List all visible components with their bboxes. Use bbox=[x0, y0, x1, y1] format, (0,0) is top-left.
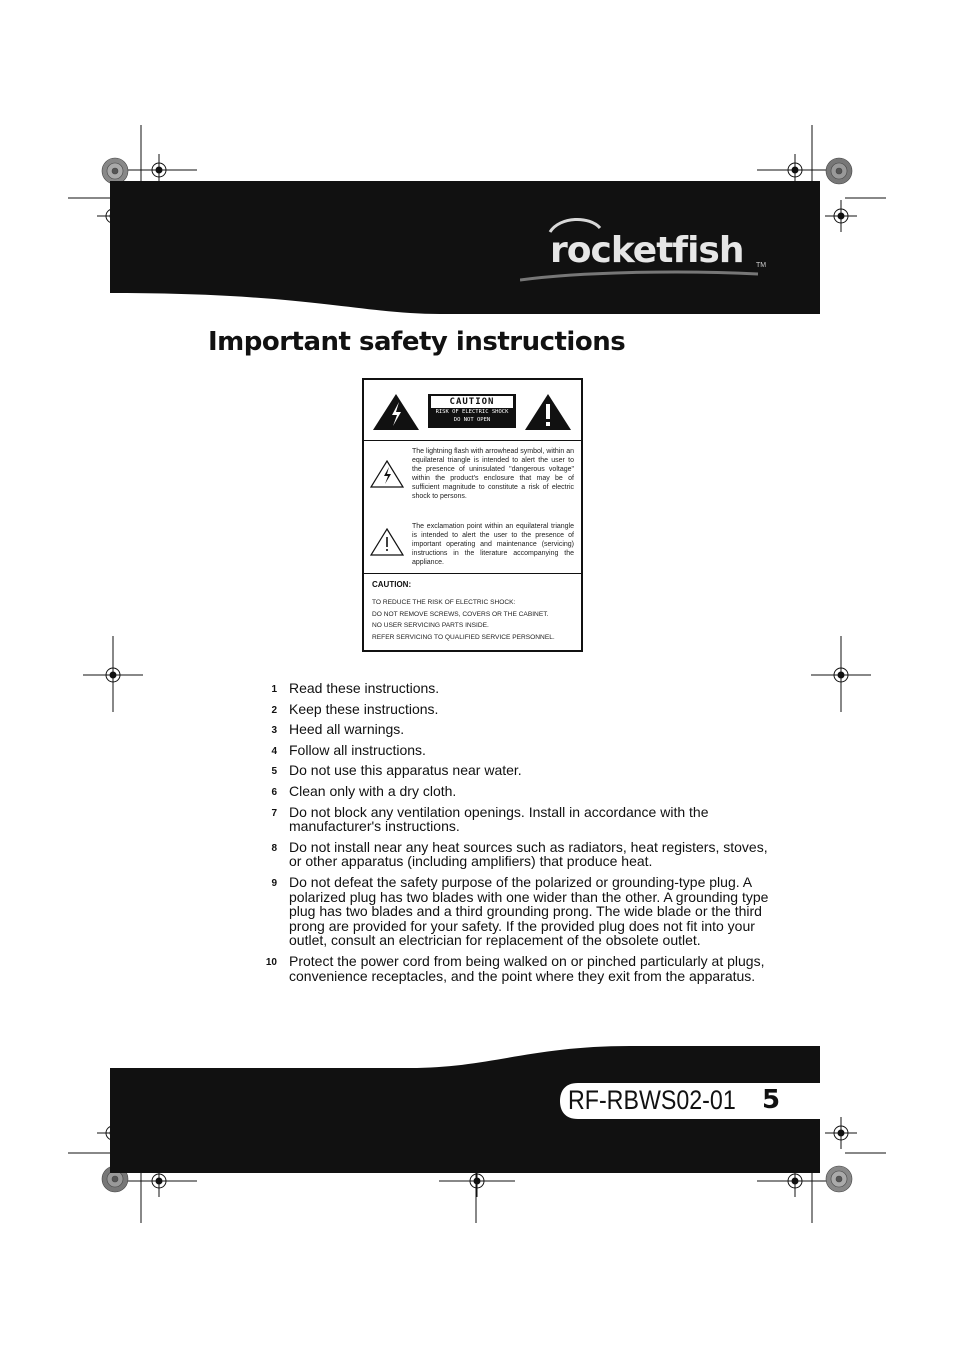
caution-notice bbox=[364, 574, 581, 650]
list-item bbox=[258, 722, 778, 737]
lightning-outline-icon bbox=[370, 460, 404, 488]
caution-line-2: DO NOT REMOVE SCREWS, COVERS OR THE CABINET. bbox=[372, 611, 549, 618]
logo-trademark: TM bbox=[756, 262, 767, 269]
item-text: Keep these instructions. bbox=[289, 700, 439, 717]
item-text: Clean only with a dry cloth. bbox=[289, 782, 457, 799]
label-caution-word: CAUTION bbox=[431, 396, 513, 408]
label-risk-line: RISK OF ELECTRIC SHOCK bbox=[435, 409, 509, 415]
item-number: 7 bbox=[271, 807, 277, 819]
item-text: Do not block any ventilation openings. Install in accordance with the manufacturer's instructions. bbox=[289, 803, 709, 835]
caution-line-4: REFER SERVICING TO QUALIFIED SERVICE PERSONNEL. bbox=[372, 634, 555, 641]
model-number: RF-RBWS02-01 bbox=[568, 1085, 736, 1115]
item-number: 2 bbox=[271, 704, 277, 716]
page-number: 5 bbox=[762, 1085, 781, 1115]
item-number: 1 bbox=[271, 684, 277, 695]
list-item bbox=[258, 805, 778, 834]
exclamation-warning-icon bbox=[524, 393, 572, 431]
item-number: 4 bbox=[271, 745, 277, 757]
item-number: 10 bbox=[265, 956, 277, 968]
list-item bbox=[258, 702, 778, 717]
list-item bbox=[258, 743, 778, 758]
caution-box bbox=[362, 378, 583, 652]
caution-line-1: TO REDUCE THE RISK OF ELECTRIC SHOCK: bbox=[372, 599, 516, 606]
caution-heading: CAUTION: bbox=[372, 580, 412, 589]
item-text: Heed all warnings. bbox=[289, 721, 405, 738]
logo-text: rocketfish bbox=[550, 230, 744, 271]
item-number: 6 bbox=[271, 786, 277, 798]
item-text: Do not defeat the safety purpose of the polarized or grounding-type plug. A polarized plug has two blades with one wider than the other. A grounding type plug has two blades and a third grounding prong. The wide blade or the third prong are provided for your safety. If the provided plug does not fit into your outlet, consult an electrician for replacement of the obsolete outlet. bbox=[289, 873, 769, 949]
item-text: Follow all instructions. bbox=[289, 741, 426, 758]
caution-label bbox=[428, 394, 516, 428]
page-title: Important safety instructions bbox=[208, 327, 626, 357]
item-text: Protect the power cord from being walked on or pinched particularly at plugs, convenience receptacles, and the point where they exit from the apparatus. bbox=[289, 952, 765, 984]
item-text: Read these instructions. bbox=[289, 680, 440, 696]
caution-box-header bbox=[364, 380, 581, 441]
label-open-line: DO NOT OPEN bbox=[453, 417, 491, 423]
item-text: Do not use this apparatus near water. bbox=[289, 762, 522, 779]
safety-instructions-list bbox=[258, 681, 778, 989]
item-text: Do not install near any heat sources such as radiators, heat registers, stoves, or other apparatus (including amplifiers) that produce heat. bbox=[289, 838, 768, 870]
lightning-explanation: The lightning flash with arrowhead symbol, within an equilateral triangle is intended to alert the user to the presence of uninsulated "dangerous voltage" within the product's enclosure that may be of sufficient magnitude to constitute a risk of electric shock to persons. bbox=[412, 448, 574, 500]
list-item bbox=[258, 875, 778, 948]
list-item bbox=[258, 954, 778, 983]
list-item bbox=[258, 763, 778, 778]
symbol-explanations bbox=[364, 441, 581, 574]
exclamation-explanation: The exclamation point within an equilateral triangle is intended to alert the user to the presence of important operating and maintenance (servicing) instructions in the literature accompanying the appliance. bbox=[412, 523, 574, 566]
list-item bbox=[258, 840, 778, 869]
caution-line-3: NO USER SERVICING PARTS INSIDE. bbox=[372, 622, 489, 629]
lightning-warning-icon bbox=[372, 393, 420, 431]
item-number: 3 bbox=[271, 725, 277, 737]
rocketfish-logo bbox=[520, 214, 770, 284]
item-number: 8 bbox=[271, 842, 277, 854]
list-item bbox=[258, 784, 778, 799]
item-number: 5 bbox=[271, 766, 277, 778]
list-item bbox=[258, 681, 778, 696]
item-number: 9 bbox=[271, 877, 277, 889]
exclamation-outline-icon bbox=[370, 528, 404, 556]
